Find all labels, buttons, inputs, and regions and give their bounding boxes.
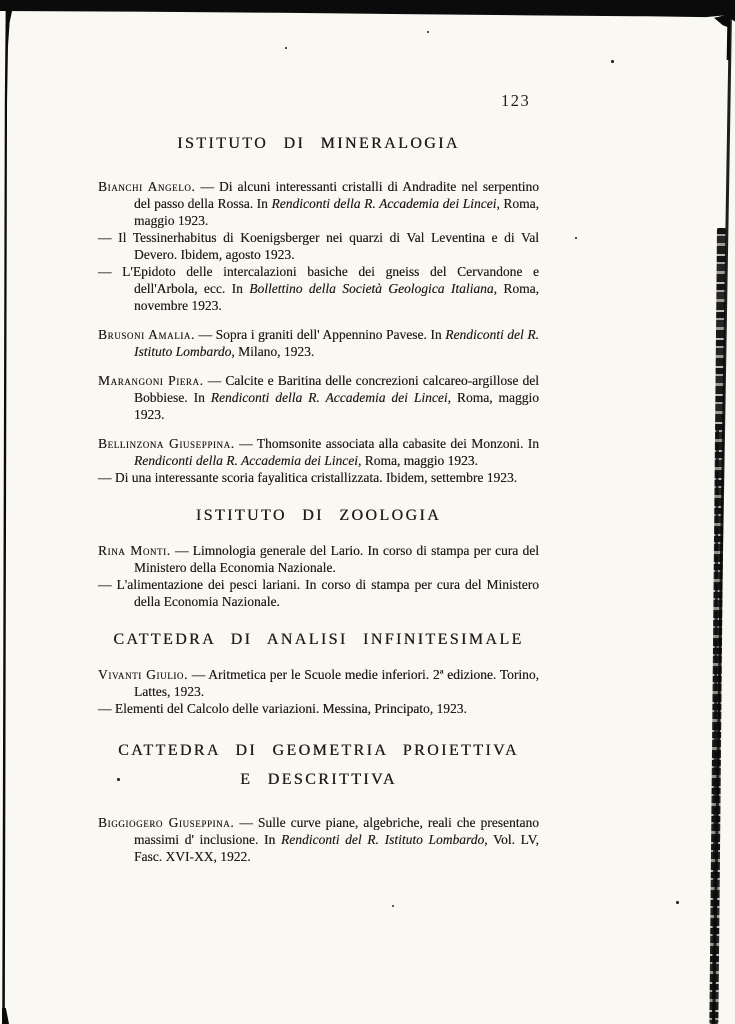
bibliography-entry — [98, 542, 539, 576]
bibliography-entry — [98, 263, 539, 314]
bibliography-entry — [98, 576, 539, 610]
bibliography-entry — [98, 469, 539, 486]
scan-speck — [575, 237, 577, 239]
author-name: Brusoni Amalia. — [98, 327, 195, 342]
author-name: Biggiogero Giuseppina. — [98, 815, 235, 830]
section-heading — [98, 506, 539, 526]
author-name: Vivanti Giulio. — [98, 667, 188, 682]
scan-speck — [611, 60, 614, 63]
scan-speck — [427, 31, 429, 33]
entry-text: — Limnologia generale del Lario. In corso di stampa per cura del Ministero della Economia Nazionale. — [134, 543, 539, 575]
bibliography-entry — [98, 435, 539, 469]
journal-title: Rendiconti della R. Accademia dei Lincei — [271, 196, 497, 211]
entry-text: — Di una interessante scoria fayalitica cristallizzata. Ibidem, settembre 1923. — [98, 470, 518, 485]
scan-artifact-top-bar — [0, 0, 735, 22]
entry-text: , Milano, 1923. — [231, 344, 315, 359]
author-group — [98, 435, 539, 486]
entry-text: , Roma, maggio 1923. — [357, 453, 478, 468]
author-name: Rina Monti. — [98, 543, 171, 558]
entry-text: — L'Epidoto delle intercalazioni basiche dei gneiss del Cervandone e dell'Arbola, ecc. In — [98, 264, 539, 296]
author-group — [98, 326, 539, 360]
entry-text: — L'alimentazione dei pesci lariani. In corso di stampa per cura del Ministero della Economia Nazionale. — [98, 577, 539, 609]
bibliography-entry — [98, 372, 539, 423]
entry-text: — Sopra i graniti dell' Appennino Pavese. In — [194, 327, 446, 342]
journal-title: Rendiconti della R. Accademia dei Lincei — [134, 453, 358, 468]
section-heading-line: CATTEDRA DI GEOMETRIA PROIETTIVA — [118, 742, 519, 759]
bibliography-entry — [98, 814, 539, 865]
author-group — [98, 178, 539, 314]
entry-text: , Vol. LV, Fasc. XVI-XX, 1922. — [134, 832, 539, 864]
section-heading-line: ISTITUTO DI MINERALOGIA — [177, 135, 460, 152]
section-heading-line: E DESCRITTIVA — [240, 771, 397, 788]
section-heading-line: ISTITUTO DI ZOOLOGIA — [195, 507, 442, 524]
journal-title: Rendiconti del R. Istituto Lombardo — [280, 832, 485, 847]
author-group — [98, 542, 539, 610]
section-analisi — [98, 630, 539, 717]
bibliography-entry — [98, 178, 539, 229]
bibliography-content — [98, 134, 539, 865]
bibliography-entry — [98, 326, 539, 360]
scan-speck — [676, 901, 679, 904]
section-geometria — [98, 741, 539, 865]
scan-artifact-left-edge — [0, 0, 16, 1024]
entry-text: — Calcite e Baritina delle concrezioni calcareo-argillose del Bobbiese. In — [134, 373, 539, 405]
section-zoologia — [98, 506, 539, 610]
entry-text: — Elementi del Calcolo delle variazioni. Messina, Principato, 1923. — [98, 701, 467, 716]
entry-text: — Sulle curve piane, algebriche, reali che presentano massimi d' inclusione. In — [134, 815, 540, 847]
bibliography-entry — [98, 229, 539, 263]
author-group — [98, 372, 539, 423]
section-heading — [98, 630, 539, 650]
entry-text: , Roma, novembre 1923. — [134, 281, 540, 313]
bibliography-entry — [98, 666, 539, 700]
author-name: Bianchi Angelo. — [98, 179, 196, 194]
section-heading-line: CATTEDRA DI ANALISI INFINITESIMALE — [113, 631, 524, 648]
page-number: 123 — [501, 91, 531, 110]
section-mineralogia — [98, 134, 539, 486]
entry-text: — Di alcuni interessanti cristalli di Andradite nel serpentino del passo della Rossa. In — [134, 179, 540, 211]
author-name: Bellinzona Giuseppina. — [98, 436, 235, 451]
section-heading — [98, 741, 539, 790]
author-group — [98, 666, 539, 717]
entry-text: — Thomsonite associata alla cabasite dei Monzoni. In — [234, 436, 539, 451]
journal-title: Rendiconti del R. Istituto Lombardo — [134, 327, 539, 359]
journal-title: Bollettino della Società Geologica Italiana — [249, 281, 494, 296]
scan-speck — [285, 47, 287, 49]
entry-text: , Roma, maggio 1923. — [134, 196, 540, 228]
author-group — [98, 814, 539, 865]
entry-text: , Roma, maggio 1923. — [134, 390, 540, 422]
entry-text: — Aritmetica per le Scuole medie inferiori. 2ª edizione. Torino, Lattes, 1923. — [134, 667, 539, 699]
scan-speck — [392, 905, 394, 907]
entry-text: — Il Tessinerhabitus di Koenigsberger nei quarzi di Val Leventina e di Val Devero. Ibidem, agosto 1923. — [98, 230, 539, 262]
author-name: Marangoni Piera. — [98, 373, 204, 388]
bibliography-entry — [98, 700, 539, 717]
section-heading — [98, 134, 539, 154]
journal-title: Rendiconti della R. Accademia dei Lincei — [210, 390, 448, 405]
